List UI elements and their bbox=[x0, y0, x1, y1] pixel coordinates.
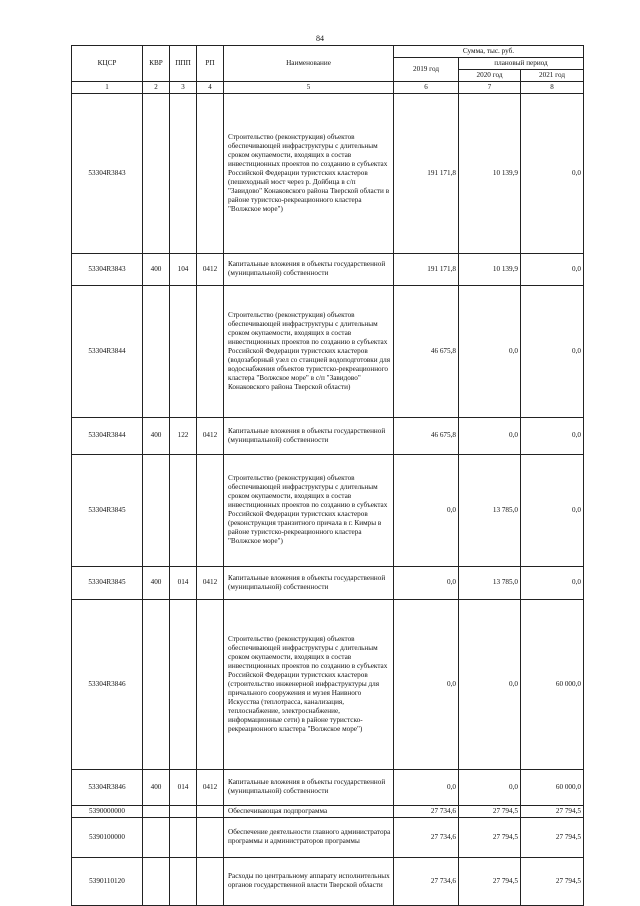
ppp-cell bbox=[170, 285, 197, 417]
column-number-row bbox=[72, 82, 584, 94]
kvr-cell bbox=[143, 599, 170, 769]
name-cell: Капитальные вложения в объекты государственной (муниципальной) собственности bbox=[224, 417, 394, 454]
column-number: 3 bbox=[170, 82, 197, 94]
kvr-cell bbox=[143, 857, 170, 905]
table-row bbox=[72, 285, 584, 417]
header-kvr: КВР bbox=[143, 46, 170, 82]
amount-2019-cell: 191 171,8 bbox=[394, 93, 459, 253]
amount-2021-cell: 0,0 bbox=[521, 454, 584, 566]
ppp-cell bbox=[170, 599, 197, 769]
name-cell: Обеспечивающая подпрограмма bbox=[224, 805, 394, 817]
kvr-cell: 400 bbox=[143, 417, 170, 454]
amount-2019-cell: 46 675,8 bbox=[394, 417, 459, 454]
ppp-cell bbox=[170, 805, 197, 817]
ppp-cell: 014 bbox=[170, 769, 197, 805]
amount-2019-cell: 0,0 bbox=[394, 599, 459, 769]
amount-2020-cell: 13 785,0 bbox=[459, 454, 521, 566]
amount-2021-cell: 0,0 bbox=[521, 417, 584, 454]
kvr-cell bbox=[143, 93, 170, 253]
amount-2020-cell: 27 794,5 bbox=[459, 805, 521, 817]
table-row bbox=[72, 769, 584, 805]
table-row bbox=[72, 253, 584, 285]
column-number: 1 bbox=[72, 82, 143, 94]
column-number: 6 bbox=[394, 82, 459, 94]
amount-2019-cell: 27 734,6 bbox=[394, 817, 459, 857]
amount-2021-cell: 27 794,5 bbox=[521, 857, 584, 905]
amount-2021-cell: 0,0 bbox=[521, 285, 584, 417]
kcsr-cell: 53304R3846 bbox=[72, 769, 143, 805]
header-sum-group: Сумма, тыс. руб. bbox=[394, 46, 584, 58]
header-plan-period: плановый период bbox=[459, 58, 584, 70]
kcsr-cell: 53304R3843 bbox=[72, 253, 143, 285]
kcsr-cell: 53304R3846 bbox=[72, 599, 143, 769]
amount-2021-cell: 60 000,0 bbox=[521, 599, 584, 769]
ppp-cell bbox=[170, 857, 197, 905]
name-cell: Строительство (реконструкция) объектов обеспечивающей инфраструктуры с длительным сроком окупаемости, входящих в состав инвестиционных проектов по созданию в субъектах Российской Федерации туристских кластеров (строительство инженерной инфраструктуры для причального сооружения и музея Наивного Искусства (теплотрасса, канализация, теплоснабжение, электроснабжение, информационные сети) в районе туристско-рекреационного кластера "Волжское море") bbox=[224, 599, 394, 769]
table-body bbox=[72, 93, 584, 905]
amount-2020-cell: 0,0 bbox=[459, 769, 521, 805]
amount-2020-cell: 0,0 bbox=[459, 417, 521, 454]
kcsr-cell: 5390110120 bbox=[72, 857, 143, 905]
kvr-cell: 400 bbox=[143, 253, 170, 285]
amount-2019-cell: 27 734,6 bbox=[394, 857, 459, 905]
rp-cell bbox=[197, 454, 224, 566]
table-row bbox=[72, 566, 584, 599]
column-number: 2 bbox=[143, 82, 170, 94]
rp-cell: 0412 bbox=[197, 417, 224, 454]
kcsr-cell: 5390100000 bbox=[72, 817, 143, 857]
rp-cell bbox=[197, 599, 224, 769]
table-row bbox=[72, 454, 584, 566]
rp-cell bbox=[197, 817, 224, 857]
table-row bbox=[72, 599, 584, 769]
kcsr-cell: 53304R3845 bbox=[72, 454, 143, 566]
header-ppp: ППП bbox=[170, 46, 197, 82]
header-name: Наименование bbox=[224, 46, 394, 82]
page-number: 84 bbox=[316, 34, 324, 43]
ppp-cell: 104 bbox=[170, 253, 197, 285]
ppp-cell: 014 bbox=[170, 566, 197, 599]
name-cell: Капитальные вложения в объекты государственной (муниципальной) собственности bbox=[224, 253, 394, 285]
amount-2021-cell: 0,0 bbox=[521, 253, 584, 285]
amount-2021-cell: 0,0 bbox=[521, 93, 584, 253]
amount-2019-cell: 0,0 bbox=[394, 769, 459, 805]
ppp-cell bbox=[170, 817, 197, 857]
amount-2021-cell: 27 794,5 bbox=[521, 805, 584, 817]
rp-cell: 0412 bbox=[197, 769, 224, 805]
header-2021: 2021 год bbox=[521, 70, 584, 82]
amount-2020-cell: 0,0 bbox=[459, 285, 521, 417]
amount-2019-cell: 0,0 bbox=[394, 454, 459, 566]
amount-2019-cell: 191 171,8 bbox=[394, 253, 459, 285]
column-number: 4 bbox=[197, 82, 224, 94]
amount-2019-cell: 0,0 bbox=[394, 566, 459, 599]
amount-2020-cell: 10 139,9 bbox=[459, 253, 521, 285]
ppp-cell: 122 bbox=[170, 417, 197, 454]
amount-2019-cell: 27 734,6 bbox=[394, 805, 459, 817]
name-cell: Расходы по центральному аппарату исполнительных органов государственной власти Тверской области bbox=[224, 857, 394, 905]
kvr-cell bbox=[143, 805, 170, 817]
column-number: 5 bbox=[224, 82, 394, 94]
header-rp: РП bbox=[197, 46, 224, 82]
header-2019: 2019 год bbox=[394, 58, 459, 82]
name-cell: Обеспечение деятельности главного администратора программы и администраторов программы bbox=[224, 817, 394, 857]
kvr-cell bbox=[143, 454, 170, 566]
name-cell: Капитальные вложения в объекты государственной (муниципальной) собственности bbox=[224, 566, 394, 599]
amount-2021-cell: 60 000,0 bbox=[521, 769, 584, 805]
ppp-cell bbox=[170, 454, 197, 566]
kcsr-cell: 53304R3844 bbox=[72, 285, 143, 417]
rp-cell bbox=[197, 805, 224, 817]
kvr-cell bbox=[143, 817, 170, 857]
kcsr-cell: 53304R3844 bbox=[72, 417, 143, 454]
budget-table bbox=[71, 45, 584, 906]
table-row bbox=[72, 857, 584, 905]
amount-2021-cell: 27 794,5 bbox=[521, 817, 584, 857]
kcsr-cell: 53304R3845 bbox=[72, 566, 143, 599]
kvr-cell: 400 bbox=[143, 566, 170, 599]
rp-cell bbox=[197, 93, 224, 253]
amount-2021-cell: 0,0 bbox=[521, 566, 584, 599]
kcsr-cell: 5390000000 bbox=[72, 805, 143, 817]
rp-cell: 0412 bbox=[197, 566, 224, 599]
amount-2020-cell: 27 794,5 bbox=[459, 817, 521, 857]
table-row bbox=[72, 93, 584, 253]
kcsr-cell: 53304R3843 bbox=[72, 93, 143, 253]
name-cell: Строительство (реконструкция) объектов обеспечивающей инфраструктуры с длительным сроком окупаемости, входящих в состав инвестиционных проектов по созданию в субъектах Российской Федерации туристских кластеров (водозаборный узел со станцией водоподготовки для водоснабжения объектов туристско-рекреационного кластера "Волжское море" в с/п "Завидово" Конаковского района Тверской области) bbox=[224, 285, 394, 417]
column-number: 7 bbox=[459, 82, 521, 94]
rp-cell bbox=[197, 857, 224, 905]
name-cell: Капитальные вложения в объекты государственной (муниципальной) собственности bbox=[224, 769, 394, 805]
kvr-cell: 400 bbox=[143, 769, 170, 805]
ppp-cell bbox=[170, 93, 197, 253]
amount-2020-cell: 0,0 bbox=[459, 599, 521, 769]
table-row bbox=[72, 417, 584, 454]
name-cell: Строительство (реконструкция) объектов обеспечивающей инфраструктуры с длительным сроком окупаемости, входящих в состав инвестиционных проектов по созданию в субъектах Российской Федерации туристских кластеров (реконструкция транзитного причала в г. Кимры в районе туристско-рекреационного кластера "Волжское море") bbox=[224, 454, 394, 566]
rp-cell: 0412 bbox=[197, 253, 224, 285]
amount-2020-cell: 27 794,5 bbox=[459, 857, 521, 905]
header-2020: 2020 год bbox=[459, 70, 521, 82]
amount-2019-cell: 46 675,8 bbox=[394, 285, 459, 417]
rp-cell bbox=[197, 285, 224, 417]
amount-2020-cell: 13 785,0 bbox=[459, 566, 521, 599]
column-number: 8 bbox=[521, 82, 584, 94]
header-kcsr: КЦСР bbox=[72, 46, 143, 82]
amount-2020-cell: 10 139,9 bbox=[459, 93, 521, 253]
kvr-cell bbox=[143, 285, 170, 417]
name-cell: Строительство (реконструкция) объектов обеспечивающей инфраструктуры с длительным сроком окупаемости, входящих в состав инвестиционных проектов по созданию в субъектах Российской Федерации туристских кластеров (пешеходный мост через р. Дойбица в с/п "Завидово" Конаковского района Тверской области в районе туристско-рекреационного кластера "Волжское море") bbox=[224, 93, 394, 253]
table-row bbox=[72, 805, 584, 817]
table-row bbox=[72, 817, 584, 857]
